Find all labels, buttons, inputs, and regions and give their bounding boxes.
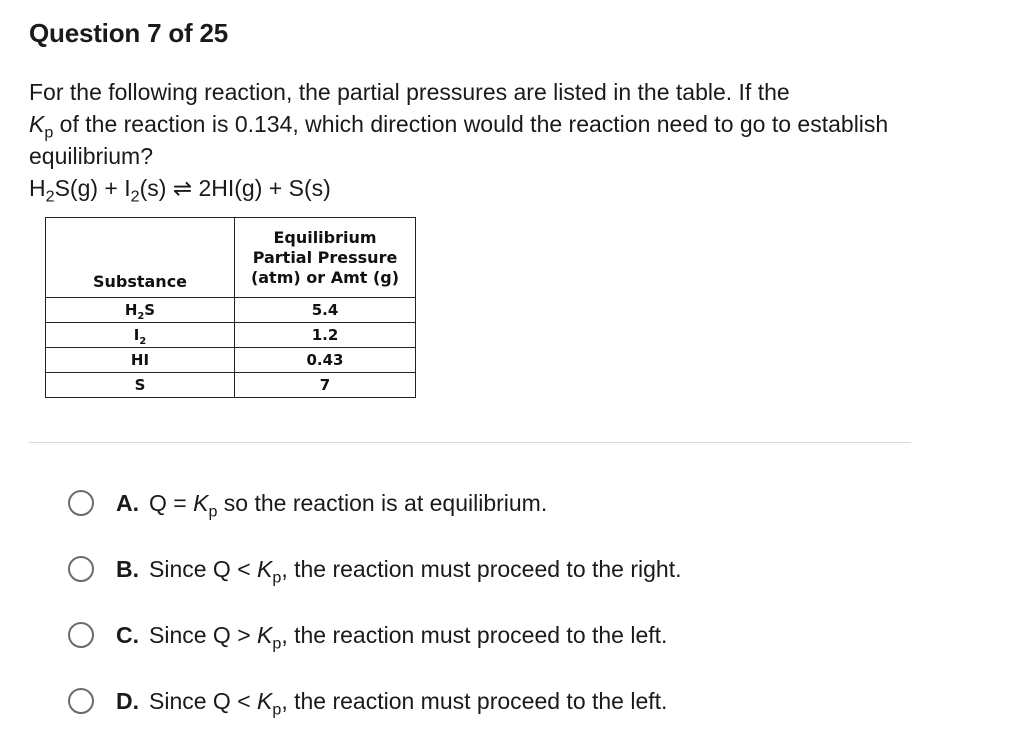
question-number: Question 7 of 25: [29, 18, 229, 48]
stem-line-2: $K_p$ of the reaction is 0.134, which direction would the reaction need to go to establish equilibrium?: [29, 111, 889, 169]
partial-pressure-table: [45, 217, 416, 398]
substance-cell: S: [46, 373, 235, 398]
option-letter: D.: [116, 687, 139, 714]
table-row: [46, 298, 416, 323]
radio-button-icon[interactable]: [68, 622, 94, 648]
answer-option-c[interactable]: [68, 618, 667, 652]
option-text: Since $Q < K_p$, the reaction must proceed to the left.: [149, 687, 668, 719]
divider: [29, 442, 911, 443]
reaction-equation: $H_2S(g) + I_2(s)$ ⇌ 2HI(g) + S(s): [29, 175, 331, 206]
question-stem: [29, 76, 929, 172]
substance-cell: $I_2$: [46, 323, 235, 348]
substance-header: Substance: [46, 218, 235, 298]
table-header-row: [46, 218, 416, 298]
answer-option-b[interactable]: [68, 552, 682, 586]
equilibrium-arrow-icon: ⇌: [172, 175, 193, 201]
value-cell: 1.2: [235, 323, 416, 348]
substance-cell: HI: [46, 348, 235, 373]
option-text: Since $Q > K_p$, the reaction must proceed to the left.: [149, 621, 668, 653]
table-row: [46, 348, 416, 373]
value-cell: 0.43: [235, 348, 416, 373]
option-text: Since $Q < K_p$, the reaction must proceed to the right.: [149, 555, 682, 587]
pressure-header: Equilibrium Partial Pressure (atm) or Amt (g): [235, 218, 416, 298]
kp-symbol: $K_p$: [29, 111, 54, 142]
stem-line-1: For the following reaction, the partial pressures are listed in the table. If the: [29, 79, 790, 105]
table-row: [46, 373, 416, 398]
option-letter: B.: [116, 555, 139, 582]
option-letter: C.: [116, 621, 139, 648]
option-text: $Q = K_p$ so the reaction is at equilibrium.: [149, 489, 548, 521]
option-letter: A.: [116, 489, 139, 516]
substance-cell: $H_2S$: [46, 298, 235, 323]
answer-option-d[interactable]: [68, 684, 667, 718]
answer-option-a[interactable]: [68, 486, 547, 520]
radio-button-icon[interactable]: [68, 688, 94, 714]
radio-button-icon[interactable]: [68, 556, 94, 582]
table-row: [46, 323, 416, 348]
value-cell: 7: [235, 373, 416, 398]
radio-button-icon[interactable]: [68, 490, 94, 516]
value-cell: 5.4: [235, 298, 416, 323]
